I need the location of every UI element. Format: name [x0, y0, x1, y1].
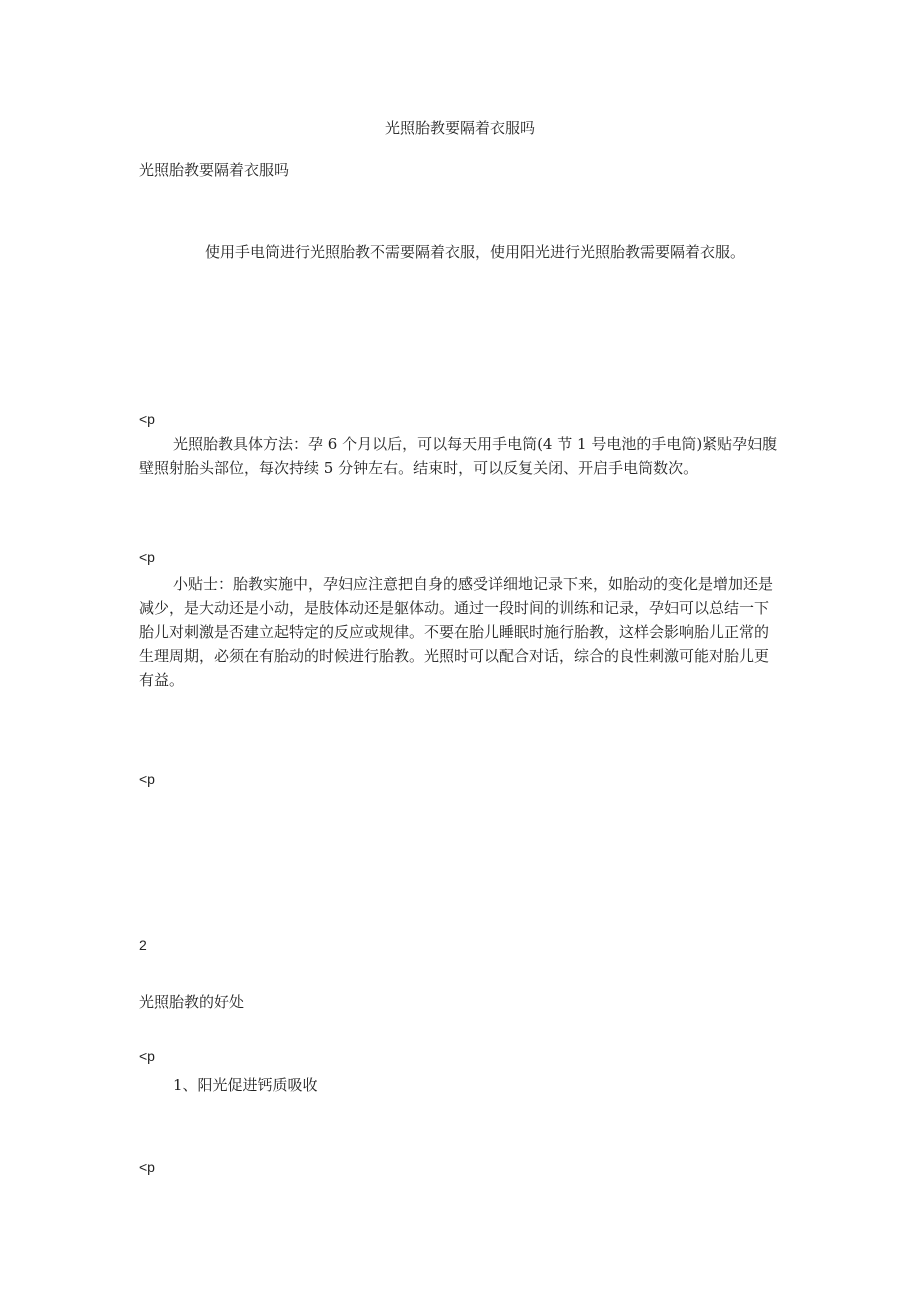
benefit-item-1: 1、阳光促进钙质吸收	[173, 1076, 318, 1094]
p-marker: <p	[139, 771, 155, 787]
section-number: 2	[139, 937, 147, 953]
section-heading: 光照胎教的好处	[139, 993, 245, 1011]
method-paragraph: 光照胎教具体方法：孕 6 个月以后，可以每天用手电筒(4 节 1 号电池的手电筒)紧贴孕妇腹壁照射胎头部位，每次持续 5 分钟左右。结束时，可以反复关闭、开启手电筒数次。	[139, 435, 778, 477]
answer-paragraph: 使用手电筒进行光照胎教不需要隔着衣服，使用阳光进行光照胎教需要隔着衣服。	[205, 243, 746, 261]
p-marker: <p	[139, 549, 155, 565]
p-marker: <p	[139, 1048, 155, 1064]
p-marker: <p	[139, 1159, 155, 1175]
document-title: 光照胎教要隔着衣服吗	[384, 119, 535, 137]
p-marker: <p	[139, 411, 155, 427]
document-subtitle: 光照胎教要隔着衣服吗	[139, 161, 290, 179]
tips-paragraph: 小贴士：胎教实施中，孕妇应注意把自身的感受详细地记录下来，如胎动的变化是增加还是减少，是大动还是小动，是肢体动还是躯体动。通过一段时间的训练和记录，孕妇可以总结一下胎儿对刺激是否建立起特定的反应或规律。不要在胎儿睡眠时施行胎教，这样会影响胎儿正常的生理周期，必须在有胎动的时候进行胎教。光照时可以配合对话，综合的良性刺激可能对胎儿更有益。	[139, 575, 774, 689]
